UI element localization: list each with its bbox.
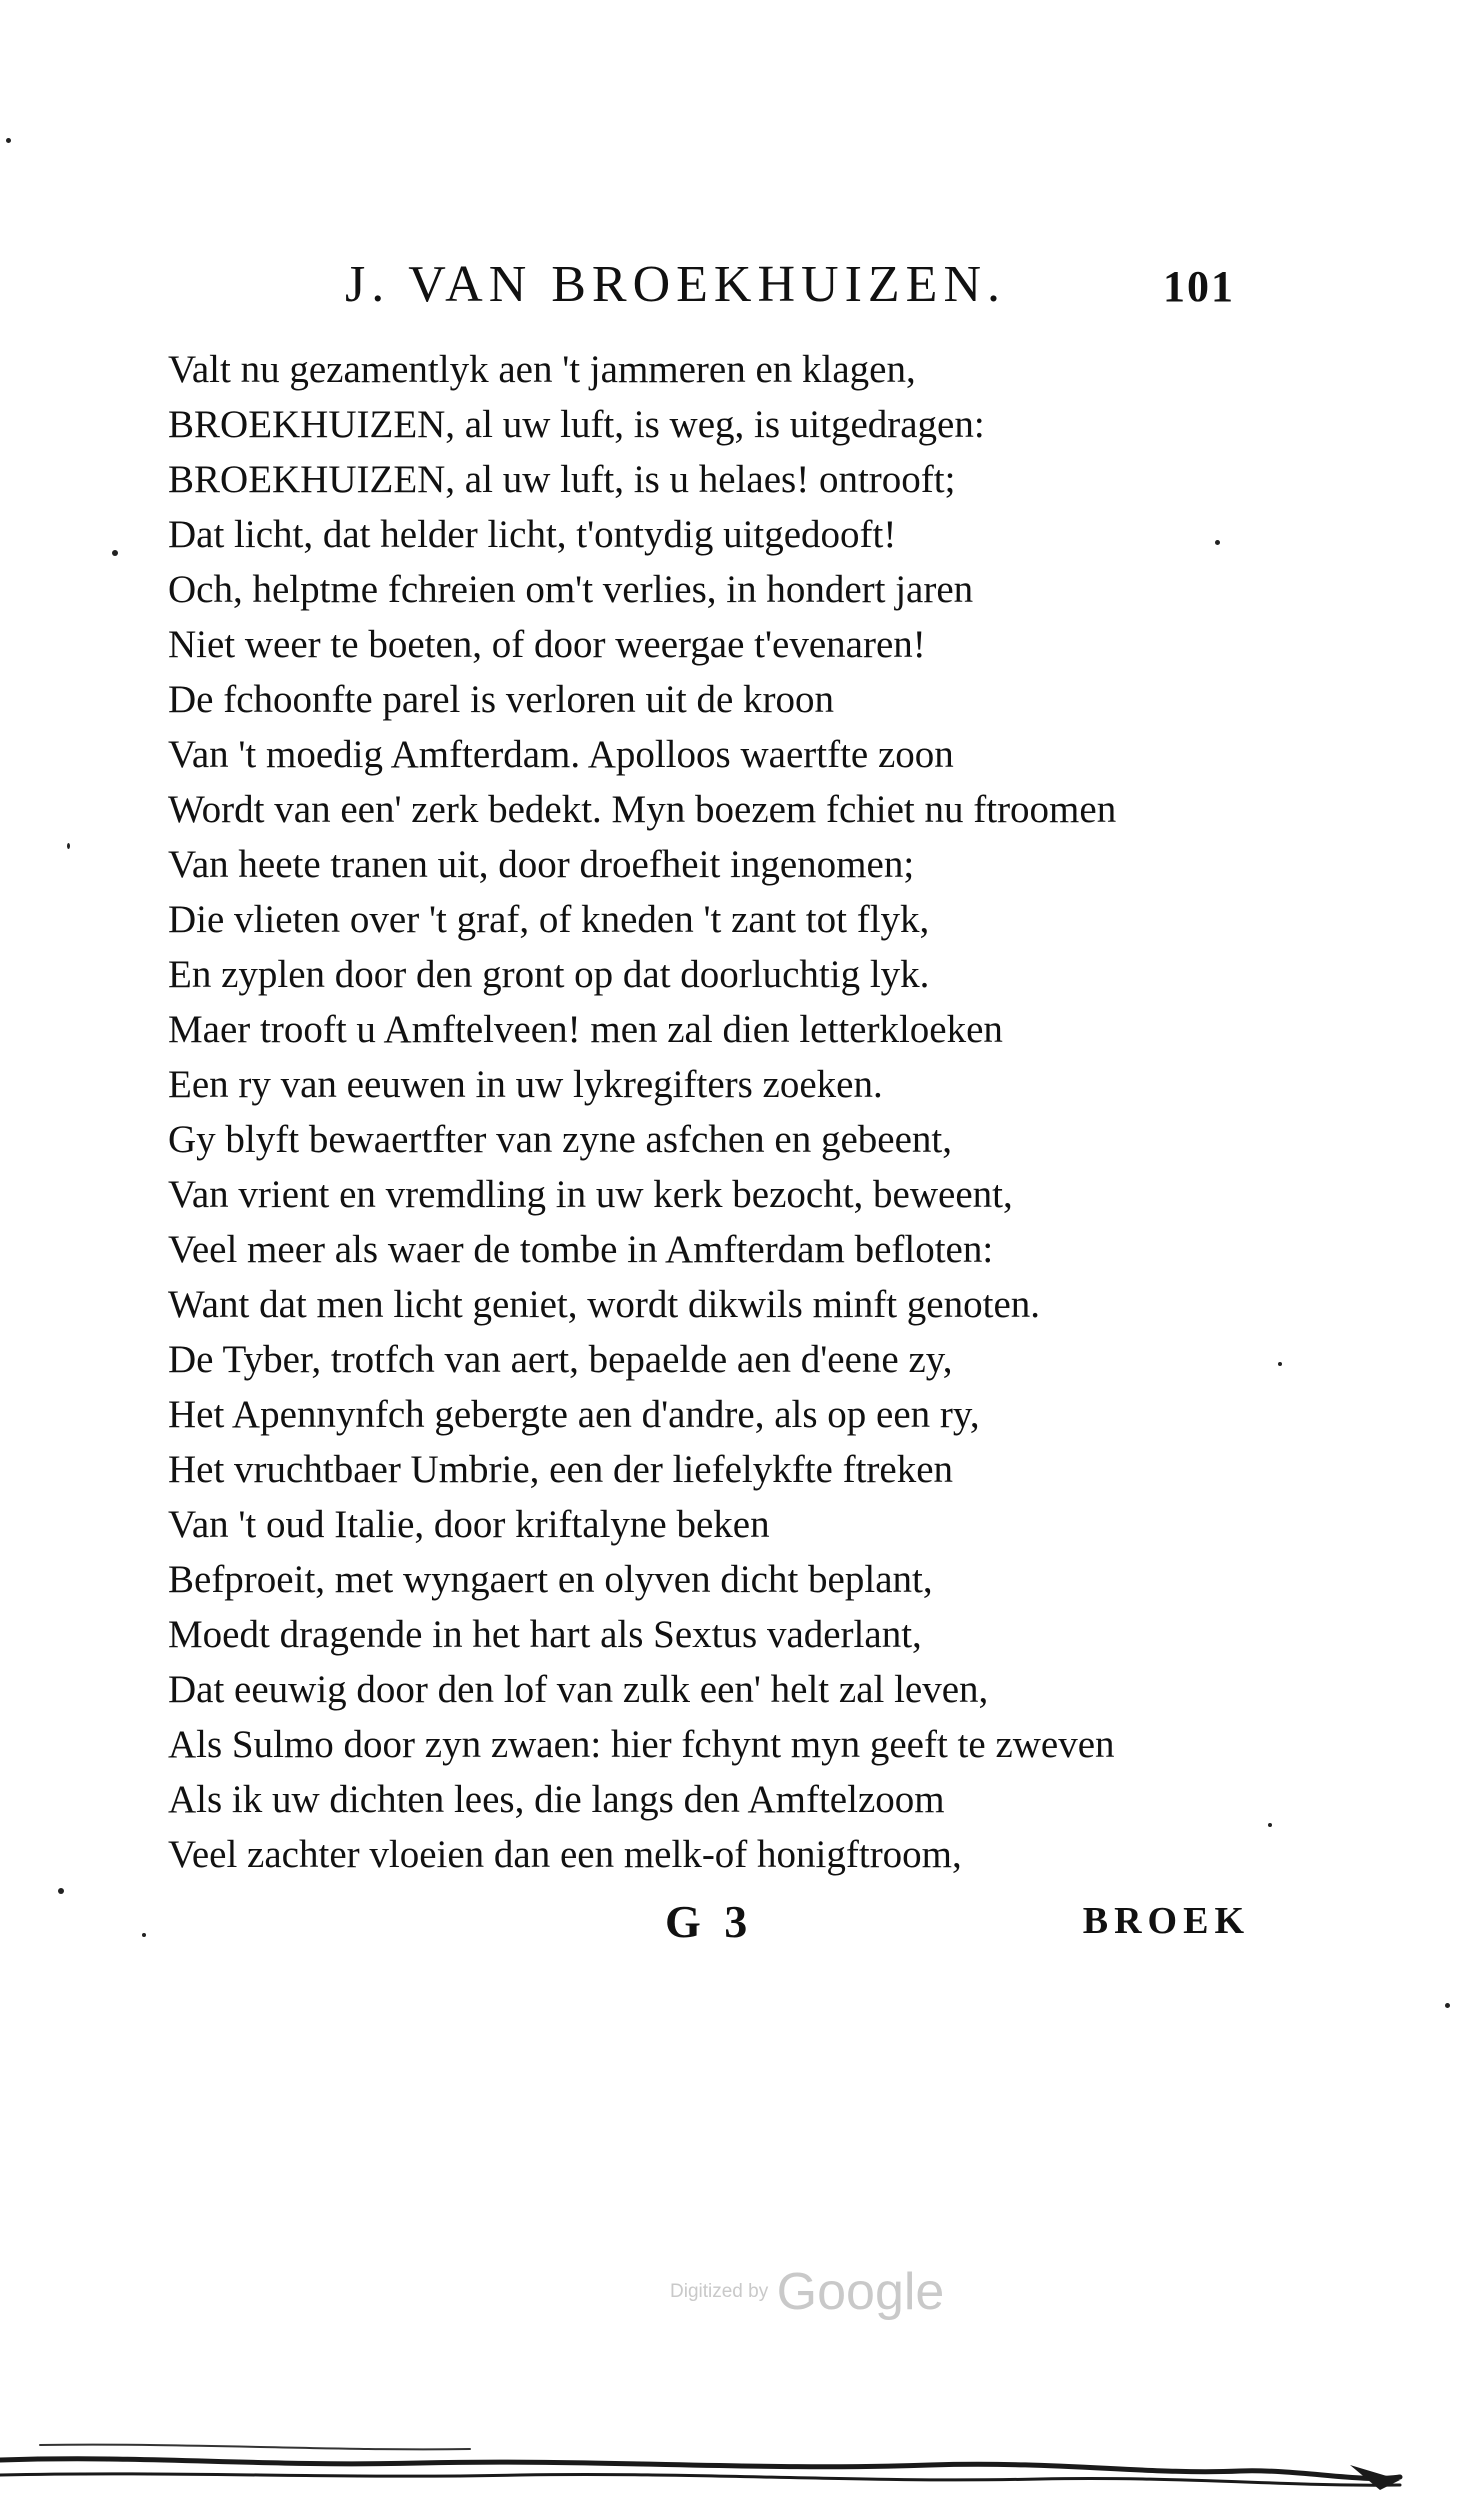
verse-line: Gy blyft bewaertfter van zyne asfchen en gebeent, bbox=[168, 1118, 952, 1161]
ink-speck bbox=[67, 843, 70, 849]
verse-line: De Tyber, trotfch van aert, bepaelde aen d'eene zy, bbox=[168, 1338, 953, 1381]
verse-line: BROEKHUIZEN, al uw luft, is u helaes! ontrooft; bbox=[168, 458, 956, 501]
ink-speck bbox=[112, 550, 118, 556]
running-title: J. VAN BROEKHUIZEN. bbox=[345, 256, 1006, 313]
verse-line: Niet weer te boeten, of door weergae t'evenaren! bbox=[168, 623, 926, 666]
ink-speck bbox=[58, 1888, 64, 1894]
verse-line: Moedt dragende in het hart als Sextus vaderlant, bbox=[168, 1613, 922, 1656]
verse-line: En zyplen door den gront op dat doorluchtig lyk. bbox=[168, 953, 930, 996]
verse-line: Valt nu gezamentlyk aen 't jammeren en klagen, bbox=[168, 348, 916, 391]
signature-mark: G 3 bbox=[665, 1896, 754, 1947]
page-number: 101 bbox=[1163, 262, 1235, 311]
verse-line: BROEKHUIZEN, al uw luft, is weg, is uitgedragen: bbox=[168, 403, 985, 446]
verse-line: Maer trooft u Amftelveen! men zal dien letterkloeken bbox=[168, 1008, 1003, 1051]
verse-line: Van heete tranen uit, door droefheit ingenomen; bbox=[168, 843, 915, 886]
verse-line: Als Sulmo door zyn zwaen: hier fchynt myn geeft te zweven bbox=[168, 1723, 1115, 1766]
verse-line: Befproeit, met wyngaert en olyven dicht beplant, bbox=[168, 1558, 933, 1601]
page-header bbox=[345, 255, 1235, 315]
digitized-watermark bbox=[670, 2262, 944, 2322]
verse-line: Veel meer als waer de tombe in Amfterdam befloten: bbox=[168, 1228, 994, 1271]
page-footer bbox=[140, 1895, 1250, 1955]
ink-speck bbox=[1445, 2003, 1450, 2008]
verse-line: Een ry van eeuwen in uw lykregifters zoeken. bbox=[168, 1063, 883, 1106]
verse-line: Het vruchtbaer Umbrie, een der liefelykfte ftreken bbox=[168, 1448, 954, 1491]
watermark-label: Digitized by bbox=[670, 2281, 769, 2302]
ink-speck bbox=[1278, 1362, 1282, 1366]
verse-line: Van 't moedig Amfterdam. Apolloos waertfte zoon bbox=[168, 733, 954, 776]
poem-text bbox=[168, 342, 1268, 1882]
verse-line: Van 't oud Italie, door kriftalyne beken bbox=[168, 1503, 770, 1546]
catchword: BROEK bbox=[1082, 1900, 1250, 1942]
verse-line: De fchoonfte parel is verloren uit de kroon bbox=[168, 678, 835, 721]
ink-speck bbox=[142, 1933, 146, 1937]
verse-line: Och, helptme fchreien om't verlies, in hondert jaren bbox=[168, 568, 974, 611]
ink-speck bbox=[6, 138, 11, 143]
verse-line: Dat licht, dat helder licht, t'ontydig uitgedooft! bbox=[168, 513, 897, 556]
verse-line: Van vrient en vremdling in uw kerk bezocht, beweent, bbox=[168, 1173, 1013, 1216]
google-logo: Google bbox=[776, 2263, 945, 2321]
page-edge-stroke bbox=[0, 2405, 1481, 2510]
verse-line: Wordt van een' zerk bedekt. Myn boezem fchiet nu ftroomen bbox=[168, 788, 1117, 831]
verse-line: Want dat men licht geniet, wordt dikwils minft genoten. bbox=[168, 1283, 1041, 1326]
verse-line: Die vlieten over 't graf, of kneden 't zant tot flyk, bbox=[168, 898, 930, 941]
verse-line: Veel zachter vloeien dan een melk-of honigftroom, bbox=[168, 1833, 962, 1876]
verse-line: Dat eeuwig door den lof van zulk een' helt zal leven, bbox=[168, 1668, 989, 1711]
ink-speck bbox=[1215, 540, 1220, 545]
ink-speck bbox=[1268, 1823, 1272, 1827]
verse-line: Het Apennynfch gebergte aen d'andre, als op een ry, bbox=[168, 1393, 980, 1436]
verse-line: Als ik uw dichten lees, die langs den Amftelzoom bbox=[168, 1778, 945, 1821]
